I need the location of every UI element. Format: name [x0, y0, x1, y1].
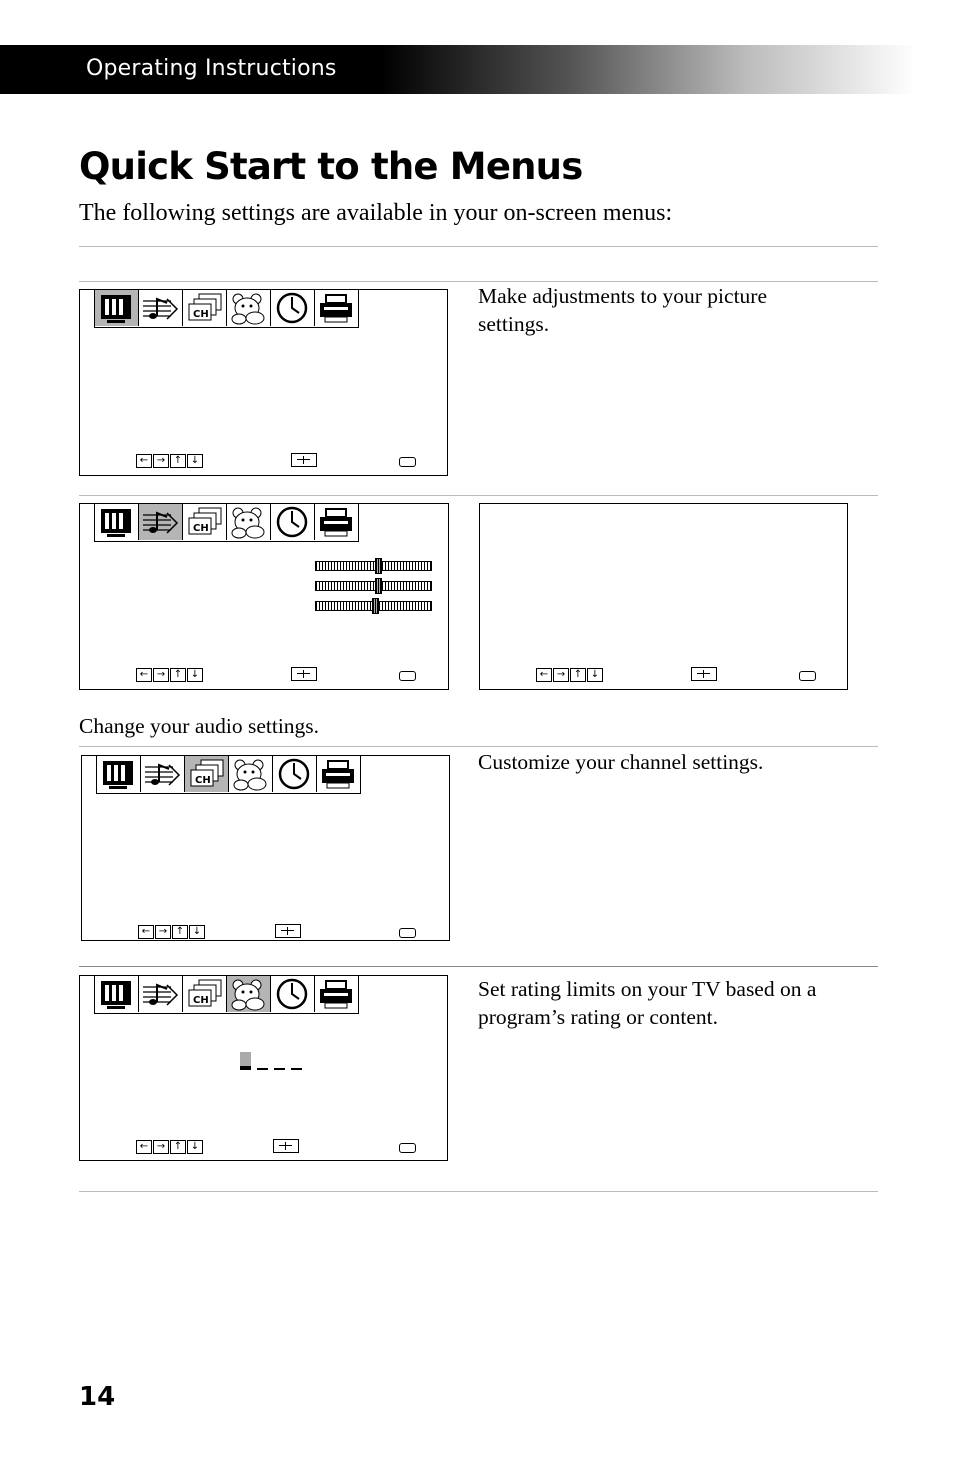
- audio-icon[interactable]: [139, 504, 183, 540]
- divider: [79, 746, 878, 747]
- channel-icon-label: CH: [193, 523, 209, 534]
- page-number: 14: [79, 1382, 116, 1412]
- channel-icon-label: CH: [195, 775, 211, 786]
- arrow-icon: ↓: [187, 668, 203, 682]
- password-digit: [291, 1068, 302, 1070]
- nav-arrows-icon: [536, 668, 603, 682]
- channel-icon: [187, 757, 225, 791]
- audio-icon[interactable]: [139, 290, 183, 326]
- arrow-icon: ↓: [189, 925, 205, 939]
- menu-button-icon: [399, 928, 416, 938]
- slider-knob[interactable]: [375, 558, 382, 574]
- video-icon: [97, 291, 135, 325]
- video-icon[interactable]: [97, 756, 141, 792]
- audio-icon[interactable]: [139, 976, 183, 1012]
- parent-icon[interactable]: [229, 756, 273, 792]
- arrow-icon: ←: [136, 1140, 152, 1154]
- parent-menu-screen: [79, 975, 448, 1161]
- parent-icon: [231, 757, 269, 791]
- video-menu-description: Make adjustments to your picture settings.: [478, 284, 767, 336]
- audio-slider[interactable]: [315, 561, 432, 571]
- timer-icon[interactable]: [271, 290, 315, 326]
- password-digit: [257, 1068, 268, 1070]
- setup-icon[interactable]: [315, 504, 358, 540]
- timer-icon: [275, 757, 313, 791]
- channel-menu-screen: [81, 755, 450, 941]
- menu-icon-bar: [94, 504, 359, 542]
- nav-arrows-icon: [138, 925, 205, 939]
- arrow-icon: ←: [136, 668, 152, 682]
- parent-icon[interactable]: [227, 976, 271, 1012]
- channel-icon: [185, 291, 223, 325]
- section-header: Operating Instructions: [86, 56, 337, 81]
- arrow-icon: →: [153, 668, 169, 682]
- channel-icon: [185, 977, 223, 1011]
- parent-icon[interactable]: [227, 504, 271, 540]
- menu-button-icon: [399, 1143, 416, 1153]
- nav-arrows-icon: [136, 668, 203, 682]
- setup-icon[interactable]: [315, 290, 358, 326]
- timer-icon[interactable]: [271, 976, 315, 1012]
- channel-icon[interactable]: [183, 976, 227, 1012]
- timer-icon[interactable]: [271, 504, 315, 540]
- slider-knob[interactable]: [372, 598, 379, 614]
- arrow-icon: ↓: [187, 1140, 203, 1154]
- audio-icon: [143, 757, 181, 791]
- password-entry-field[interactable]: [240, 1052, 302, 1070]
- arrow-icon: →: [153, 1140, 169, 1154]
- parent-icon: [229, 977, 267, 1011]
- arrow-icon: ↓: [587, 668, 603, 682]
- menu-button-icon: [399, 671, 416, 681]
- video-icon: [99, 757, 137, 791]
- parent-icon: [229, 505, 267, 539]
- audio-slider[interactable]: [315, 581, 432, 591]
- channel-icon-label: CH: [193, 309, 209, 320]
- arrow-icon: ←: [136, 454, 152, 468]
- audio-slider[interactable]: [315, 601, 432, 611]
- arrow-icon: ↑: [170, 668, 186, 682]
- password-digit: [274, 1068, 285, 1070]
- select-button-icon: [273, 1139, 299, 1153]
- audio-menu-description: Change your audio settings.: [79, 714, 320, 738]
- setup-icon[interactable]: [315, 976, 358, 1012]
- menu-icon-bar: [96, 756, 361, 794]
- video-icon: [97, 505, 135, 539]
- channel-menu-description: Customize your channel settings.: [478, 750, 764, 774]
- channel-icon: [185, 505, 223, 539]
- setup-icon: [317, 505, 355, 539]
- arrow-icon: ↓: [187, 454, 203, 468]
- arrow-icon: →: [153, 454, 169, 468]
- parent-icon: [229, 291, 267, 325]
- password-digit: [240, 1052, 251, 1070]
- timer-icon: [273, 977, 311, 1011]
- audio-icon: [141, 505, 179, 539]
- select-button-icon: [691, 667, 717, 681]
- slider-knob[interactable]: [375, 578, 382, 594]
- parent-menu-description: Set rating limits on your TV based on a program’s rating or content.: [478, 977, 817, 1029]
- arrow-icon: ←: [138, 925, 154, 939]
- menu-icon-bar: [94, 976, 359, 1014]
- intro-text: The following settings are available in your on-screen menus:: [79, 200, 673, 226]
- setup-icon: [317, 291, 355, 325]
- channel-icon[interactable]: [183, 504, 227, 540]
- blank-menu-screen: [479, 503, 848, 690]
- select-button-icon: [291, 453, 317, 467]
- nav-arrows-icon: [136, 1140, 203, 1154]
- video-menu-screen: [79, 289, 448, 476]
- timer-icon: [273, 505, 311, 539]
- divider: [79, 966, 878, 967]
- arrow-icon: →: [553, 668, 569, 682]
- arrow-icon: ↑: [172, 925, 188, 939]
- arrow-icon: ←: [536, 668, 552, 682]
- parent-icon[interactable]: [227, 290, 271, 326]
- nav-arrows-icon: [136, 454, 203, 468]
- menu-button-icon: [799, 671, 816, 681]
- audio-icon[interactable]: [141, 756, 185, 792]
- divider: [79, 495, 878, 496]
- page-title: Quick Start to the Menus: [79, 145, 583, 188]
- video-icon: [97, 977, 135, 1011]
- setup-icon: [317, 977, 355, 1011]
- audio-icon: [141, 291, 179, 325]
- arrow-icon: ↑: [570, 668, 586, 682]
- timer-icon: [273, 291, 311, 325]
- video-icon[interactable]: [95, 504, 139, 540]
- audio-menu-screen: [79, 503, 449, 690]
- video-icon[interactable]: [95, 976, 139, 1012]
- arrow-icon: ↑: [170, 454, 186, 468]
- video-icon[interactable]: [95, 290, 139, 326]
- channel-icon-label: CH: [193, 995, 209, 1006]
- audio-icon: [141, 977, 179, 1011]
- divider: [79, 1191, 878, 1192]
- menu-icon-bar: [94, 290, 359, 328]
- arrow-icon: ↑: [170, 1140, 186, 1154]
- menu-button-icon: [399, 457, 416, 467]
- channel-icon[interactable]: [183, 290, 227, 326]
- setup-icon[interactable]: [317, 756, 360, 792]
- channel-icon[interactable]: [185, 756, 229, 792]
- timer-icon[interactable]: [273, 756, 317, 792]
- arrow-icon: →: [155, 925, 171, 939]
- select-button-icon: [275, 924, 301, 938]
- divider: [79, 246, 878, 247]
- setup-icon: [319, 757, 357, 791]
- select-button-icon: [291, 667, 317, 681]
